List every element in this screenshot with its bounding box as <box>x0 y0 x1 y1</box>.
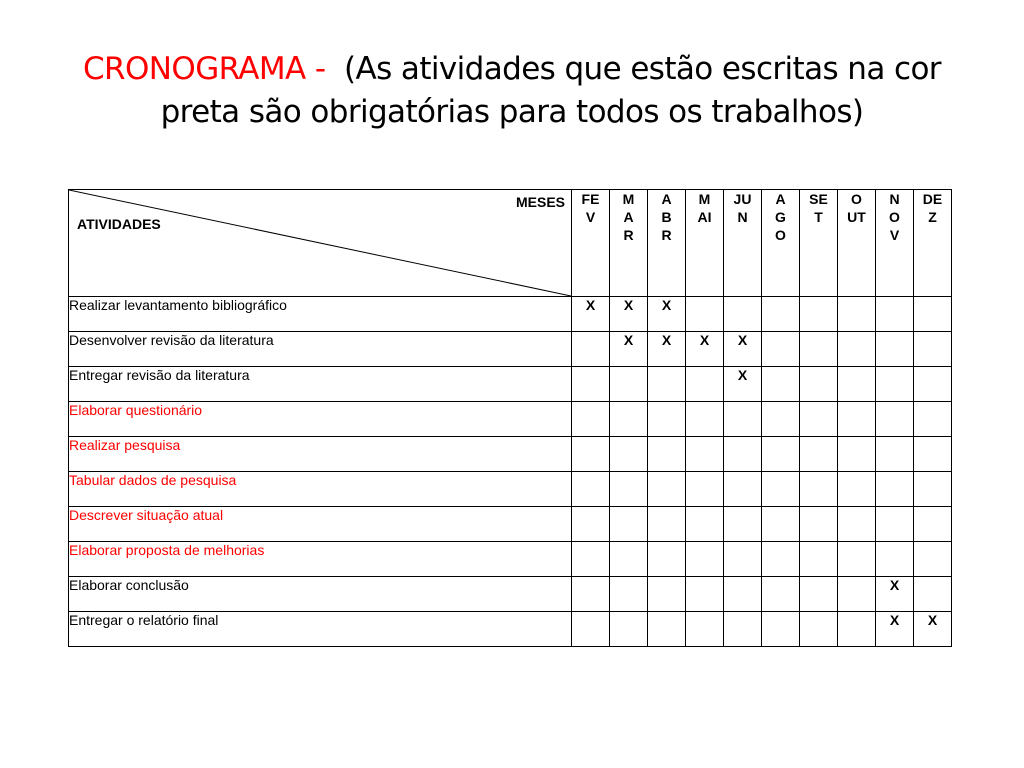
month-cell: X <box>648 332 686 367</box>
month-cell <box>724 297 762 332</box>
month-header: JU N <box>724 190 762 297</box>
month-cell <box>876 367 914 402</box>
table-row <box>69 542 952 577</box>
month-cell <box>838 437 876 472</box>
month-cell: X <box>572 297 610 332</box>
month-cell <box>724 542 762 577</box>
month-cell <box>914 332 952 367</box>
month-cell <box>914 542 952 577</box>
month-cell: X <box>610 332 648 367</box>
month-cell <box>800 612 838 647</box>
month-cell <box>610 507 648 542</box>
activity-cell: Tabular dados de pesquisa <box>69 472 572 507</box>
activity-cell: Entregar o relatório final <box>69 612 572 647</box>
month-cell <box>914 437 952 472</box>
month-cell <box>876 542 914 577</box>
title-text: (As atividades que estão escritas na cor preta são obrigatórias para todos os trabalhos) <box>160 51 941 130</box>
month-cell <box>876 297 914 332</box>
month-cell <box>914 507 952 542</box>
month-header: DE Z <box>914 190 952 297</box>
month-header: O UT <box>838 190 876 297</box>
corner-header-cell <box>69 190 572 297</box>
month-cell <box>876 402 914 437</box>
month-cell <box>800 297 838 332</box>
activity-cell: Descrever situação atual <box>69 507 572 542</box>
month-cell <box>762 367 800 402</box>
month-cell <box>686 507 724 542</box>
month-cell <box>838 612 876 647</box>
month-cell: X <box>876 612 914 647</box>
month-cell <box>610 577 648 612</box>
month-cell <box>876 507 914 542</box>
month-cell <box>914 367 952 402</box>
activities-label: ATIVIDADES <box>77 216 161 232</box>
month-cell <box>686 367 724 402</box>
activity-cell: Realizar pesquisa <box>69 437 572 472</box>
month-header: A B R <box>648 190 686 297</box>
month-cell <box>762 612 800 647</box>
month-cell <box>572 472 610 507</box>
table-row <box>69 402 952 437</box>
month-cell <box>762 402 800 437</box>
month-cell <box>686 577 724 612</box>
month-header: M A R <box>610 190 648 297</box>
month-cell <box>610 367 648 402</box>
month-cell <box>876 332 914 367</box>
month-cell: X <box>686 332 724 367</box>
month-cell <box>838 297 876 332</box>
activity-cell: Entregar revisão da literatura <box>69 367 572 402</box>
schedule-table <box>68 189 952 647</box>
month-cell <box>762 577 800 612</box>
month-cell <box>800 542 838 577</box>
month-cell <box>914 297 952 332</box>
month-cell <box>648 367 686 402</box>
month-cell <box>610 612 648 647</box>
month-cell <box>724 507 762 542</box>
activity-cell: Elaborar proposta de melhorias <box>69 542 572 577</box>
month-cell <box>572 542 610 577</box>
table-row <box>69 612 952 647</box>
month-cell: X <box>724 332 762 367</box>
month-cell <box>572 332 610 367</box>
month-cell <box>648 402 686 437</box>
month-cell <box>838 367 876 402</box>
month-cell <box>724 402 762 437</box>
month-cell <box>914 472 952 507</box>
title-prefix: CRONOGRAMA - <box>83 51 326 87</box>
month-cell <box>762 332 800 367</box>
month-cell <box>648 507 686 542</box>
month-cell <box>572 507 610 542</box>
month-cell <box>610 542 648 577</box>
table-row <box>69 577 952 612</box>
month-cell <box>838 402 876 437</box>
diagonal-divider <box>69 190 571 296</box>
month-cell: X <box>724 367 762 402</box>
activity-cell: Realizar levantamento bibliográfico <box>69 297 572 332</box>
month-cell <box>648 542 686 577</box>
month-cell <box>686 472 724 507</box>
month-cell <box>762 507 800 542</box>
month-cell <box>686 297 724 332</box>
month-cell <box>800 437 838 472</box>
month-cell <box>572 367 610 402</box>
month-cell <box>572 577 610 612</box>
month-cell <box>724 472 762 507</box>
table-row <box>69 472 952 507</box>
month-cell <box>838 542 876 577</box>
month-cell <box>724 577 762 612</box>
months-label: MESES <box>515 194 565 210</box>
month-cell <box>686 437 724 472</box>
month-cell: X <box>876 577 914 612</box>
month-cell <box>762 297 800 332</box>
month-cell <box>762 542 800 577</box>
month-cell <box>800 472 838 507</box>
month-cell <box>800 507 838 542</box>
month-cell: X <box>648 297 686 332</box>
month-cell <box>610 437 648 472</box>
month-cell <box>876 437 914 472</box>
table-header-row <box>69 190 952 297</box>
month-cell <box>762 437 800 472</box>
month-cell <box>724 612 762 647</box>
month-header: N O V <box>876 190 914 297</box>
month-cell <box>648 472 686 507</box>
month-cell <box>572 437 610 472</box>
month-cell <box>610 472 648 507</box>
month-cell: X <box>914 612 952 647</box>
month-cell <box>838 472 876 507</box>
month-cell <box>648 612 686 647</box>
month-cell <box>648 577 686 612</box>
month-cell <box>914 577 952 612</box>
month-cell <box>686 402 724 437</box>
month-cell <box>838 332 876 367</box>
month-cell <box>610 402 648 437</box>
month-header: M AI <box>686 190 724 297</box>
slide-title <box>40 48 984 134</box>
month-cell <box>724 437 762 472</box>
table-row <box>69 297 952 332</box>
month-header: A G O <box>762 190 800 297</box>
month-cell <box>800 577 838 612</box>
activity-cell: Elaborar conclusão <box>69 577 572 612</box>
month-cell <box>572 402 610 437</box>
table-row <box>69 332 952 367</box>
month-cell <box>648 437 686 472</box>
month-cell <box>572 612 610 647</box>
month-cell <box>838 577 876 612</box>
month-cell <box>914 402 952 437</box>
month-cell <box>838 507 876 542</box>
month-cell <box>800 367 838 402</box>
month-header: SE T <box>800 190 838 297</box>
month-header: FE V <box>572 190 610 297</box>
activity-cell: Elaborar questionário <box>69 402 572 437</box>
month-cell <box>762 472 800 507</box>
month-cell <box>800 332 838 367</box>
activity-cell: Desenvolver revisão da literatura <box>69 332 572 367</box>
table-row <box>69 367 952 402</box>
month-cell <box>800 402 838 437</box>
month-cell <box>686 542 724 577</box>
table-row <box>69 507 952 542</box>
month-cell <box>876 472 914 507</box>
table-body <box>69 297 952 647</box>
month-cell: X <box>610 297 648 332</box>
month-cell <box>686 612 724 647</box>
table-row <box>69 437 952 472</box>
